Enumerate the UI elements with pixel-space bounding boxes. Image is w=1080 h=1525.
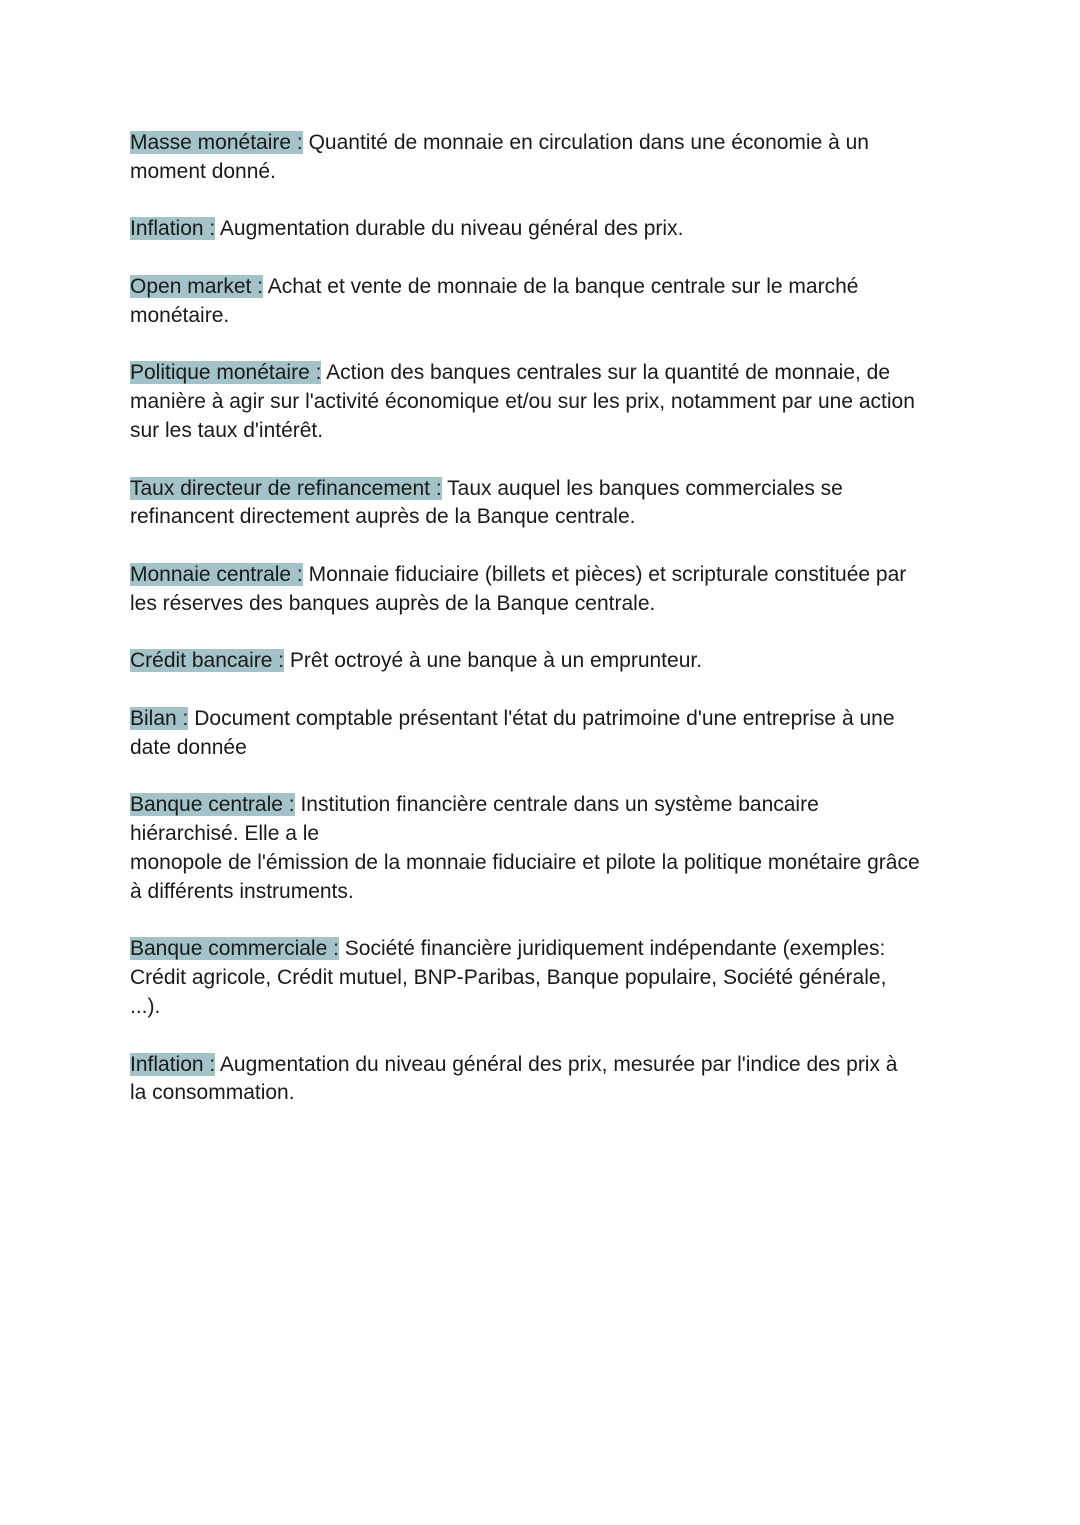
glossary-entry bbox=[130, 1051, 960, 1109]
glossary-term: Monnaie centrale : bbox=[130, 562, 303, 586]
definition-line bbox=[130, 935, 960, 964]
glossary-term: Open market : bbox=[130, 274, 264, 298]
definition-text: Crédit agricole, Crédit mutuel, BNP-Paribas, Banque populaire, Société générale, bbox=[130, 966, 887, 990]
definition-line bbox=[130, 590, 960, 619]
definition-line bbox=[130, 503, 960, 532]
definition-line bbox=[130, 158, 960, 187]
glossary-term: Crédit bancaire : bbox=[130, 649, 285, 673]
definition-line bbox=[130, 820, 960, 849]
definition-text: ...). bbox=[130, 994, 161, 1018]
definition-text: monétaire. bbox=[130, 303, 230, 327]
glossary-entry bbox=[130, 129, 960, 187]
definition-line bbox=[130, 878, 960, 907]
glossary-term: Politique monétaire : bbox=[130, 361, 322, 385]
definition-text: sur les taux d'intérêt. bbox=[130, 418, 324, 442]
definition-line bbox=[130, 705, 960, 734]
definition-line bbox=[130, 1051, 960, 1080]
definition-line bbox=[130, 993, 960, 1022]
glossary-entry bbox=[130, 273, 960, 331]
definition-text: Monnaie fiduciaire (billets et pièces) et scripturale constituée par bbox=[308, 562, 907, 586]
glossary-term: Banque commerciale : bbox=[130, 937, 339, 961]
definition-line bbox=[130, 302, 960, 331]
definition-text: hiérarchisé. Elle a le bbox=[130, 822, 320, 846]
definition-text: Quantité de monnaie en circulation dans une économie à un bbox=[308, 131, 869, 154]
definition-line bbox=[130, 359, 960, 388]
definition-text: Taux auquel les banques commerciales se bbox=[447, 476, 843, 500]
definition-text: Action des banques centrales sur la quantité de monnaie, de bbox=[326, 361, 891, 385]
definition-line bbox=[130, 734, 960, 763]
definition-text: la consommation. bbox=[130, 1081, 295, 1105]
glossary-term: Inflation : bbox=[130, 217, 216, 241]
definition-line bbox=[130, 417, 960, 446]
definition-text: les réserves des banques auprès de la Banque centrale. bbox=[130, 591, 656, 615]
definition-line bbox=[130, 561, 960, 590]
glossary-entry bbox=[130, 475, 960, 533]
definition-text: date donnée bbox=[130, 735, 247, 759]
definition-text: Société financière juridiquement indépendante (exemples: bbox=[344, 937, 886, 961]
definition-text: Achat et vente de monnaie de la banque centrale sur le marché bbox=[267, 274, 859, 298]
definition-line bbox=[130, 849, 960, 878]
definition-text: Augmentation durable du niveau général des prix. bbox=[219, 217, 684, 241]
glossary-entry bbox=[130, 935, 960, 1021]
glossary-term: Bilan : bbox=[130, 706, 189, 730]
definition-text: monopole de l'émission de la monnaie fiduciaire et pilote la politique monétaire grâce bbox=[130, 850, 920, 874]
glossary-entry bbox=[130, 561, 960, 619]
definition-line bbox=[130, 964, 960, 993]
definition-text: à différents instruments. bbox=[130, 879, 354, 903]
definition-line bbox=[130, 273, 960, 302]
definition-line bbox=[130, 475, 960, 504]
definition-line bbox=[130, 647, 960, 676]
definition-line bbox=[130, 791, 960, 820]
definition-line bbox=[130, 215, 960, 244]
glossary-entry bbox=[130, 791, 960, 906]
definition-text: Augmentation du niveau général des prix, mesurée par l'indice des prix à bbox=[219, 1052, 898, 1076]
glossary-term: Inflation : bbox=[130, 1052, 216, 1076]
glossary-entry bbox=[130, 647, 960, 676]
definition-text: refinancent directement auprès de la Banque centrale. bbox=[130, 505, 636, 529]
glossary-term: Masse monétaire : bbox=[130, 131, 303, 154]
definition-text: Document comptable présentant l'état du patrimoine d'une entreprise à une bbox=[194, 706, 895, 730]
definition-text: manière à agir sur l'activité économique et/ou sur les prix, notamment par une action bbox=[130, 390, 915, 414]
definition-line bbox=[130, 388, 960, 417]
glossary-term: Taux directeur de refinancement : bbox=[130, 476, 442, 500]
definition-text: Prêt octroyé à une banque à un emprunteur. bbox=[289, 649, 703, 673]
definition-text: moment donné. bbox=[130, 159, 276, 183]
glossary-entry bbox=[130, 705, 960, 763]
definition-text: Institution financière centrale dans un système bancaire bbox=[300, 793, 819, 817]
glossary-entry bbox=[130, 359, 960, 445]
glossary-entry bbox=[130, 215, 960, 244]
definition-line bbox=[130, 1079, 960, 1108]
definition-line bbox=[130, 129, 960, 158]
glossary-list bbox=[130, 129, 960, 1137]
glossary-term: Banque centrale : bbox=[130, 793, 295, 817]
